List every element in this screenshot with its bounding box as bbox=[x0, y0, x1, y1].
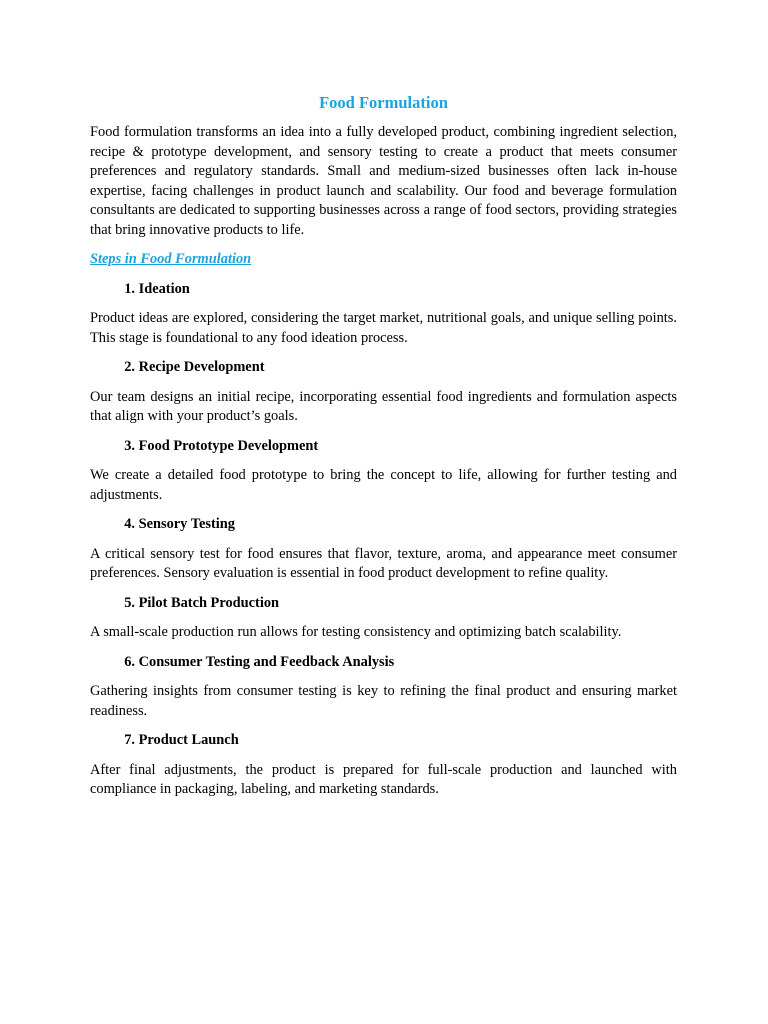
step-item bbox=[90, 437, 677, 506]
step-title-text: Product Launch bbox=[138, 732, 239, 748]
step-title bbox=[135, 653, 394, 673]
step-item bbox=[90, 358, 677, 427]
step-item bbox=[90, 653, 677, 722]
step-title bbox=[135, 515, 235, 535]
step-item bbox=[90, 594, 677, 643]
steps-list bbox=[90, 280, 677, 800]
step-heading bbox=[90, 731, 677, 751]
step-title bbox=[135, 358, 265, 378]
step-title-text: Recipe Development bbox=[138, 359, 265, 375]
step-description: Our team designs an initial recipe, incorporating essential food ingredients and formulation aspects that align with your product’s goals. bbox=[90, 388, 677, 424]
step-number: 4. bbox=[124, 516, 135, 532]
step-item bbox=[90, 731, 677, 800]
step-description: We create a detailed food prototype to bring the concept to life, allowing for further testing and adjustments. bbox=[90, 467, 677, 503]
step-description: After final adjustments, the product is prepared for full-scale production and launched with compliance in packaging, labeling, and marketing standards. bbox=[90, 761, 677, 797]
steps-heading-link[interactable]: Steps in Food Formulation bbox=[90, 251, 252, 267]
step-title bbox=[135, 280, 190, 300]
step-heading bbox=[90, 515, 677, 535]
step-title bbox=[135, 594, 279, 614]
step-description: Product ideas are explored, considering the target market, nutritional goals, and unique selling points. This stage is foundational to any food ideation process. bbox=[90, 310, 677, 346]
step-heading bbox=[90, 437, 677, 457]
step-description: A small-scale production run allows for testing consistency and optimizing batch scalability. bbox=[90, 624, 622, 640]
step-item bbox=[90, 515, 677, 584]
step-description: A critical sensory test for food ensures that flavor, texture, aroma, and appearance meet consumer preferences. Sensory evaluation is essential in food product development to refine quality. bbox=[90, 545, 677, 581]
step-title bbox=[135, 731, 239, 751]
document-page bbox=[90, 92, 677, 810]
step-title-text: Sensory Testing bbox=[138, 516, 235, 532]
step-title-text: Food Prototype Development bbox=[138, 437, 319, 454]
step-title-text: Ideation bbox=[138, 280, 190, 297]
step-number: 3. bbox=[124, 437, 135, 454]
step-number: 6. bbox=[124, 653, 135, 670]
step-title-text: Pilot Batch Production bbox=[138, 594, 280, 611]
step-number: 7. bbox=[124, 732, 135, 748]
step-heading bbox=[90, 653, 677, 673]
step-description: Gathering insights from consumer testing is key to refining the final product and ensuring market readiness. bbox=[90, 683, 677, 719]
step-number: 5. bbox=[124, 594, 135, 611]
document-title: Food Formulation bbox=[319, 93, 448, 112]
step-title bbox=[135, 437, 318, 457]
step-heading bbox=[90, 594, 677, 614]
step-item bbox=[90, 280, 677, 349]
step-title-text: Consumer Testing and Feedback Analysis bbox=[138, 653, 395, 670]
step-number: 2. bbox=[124, 359, 135, 375]
intro-paragraph: Food formulation transforms an idea into a fully developed product, combining ingredient selection, recipe & prototype development, and sensory testing to create a product that meets consumer preferences and regulatory standards. Small and medium-sized businesses often lack in-house expertise, facing challenges in product launch and scalability. Our food and beverage formulation consultants are dedicated to supporting businesses across a range of food sectors, providing strategies that bring innovative products to life. bbox=[90, 124, 677, 238]
step-heading bbox=[90, 280, 677, 300]
step-heading bbox=[90, 358, 677, 378]
step-number: 1. bbox=[124, 280, 135, 297]
